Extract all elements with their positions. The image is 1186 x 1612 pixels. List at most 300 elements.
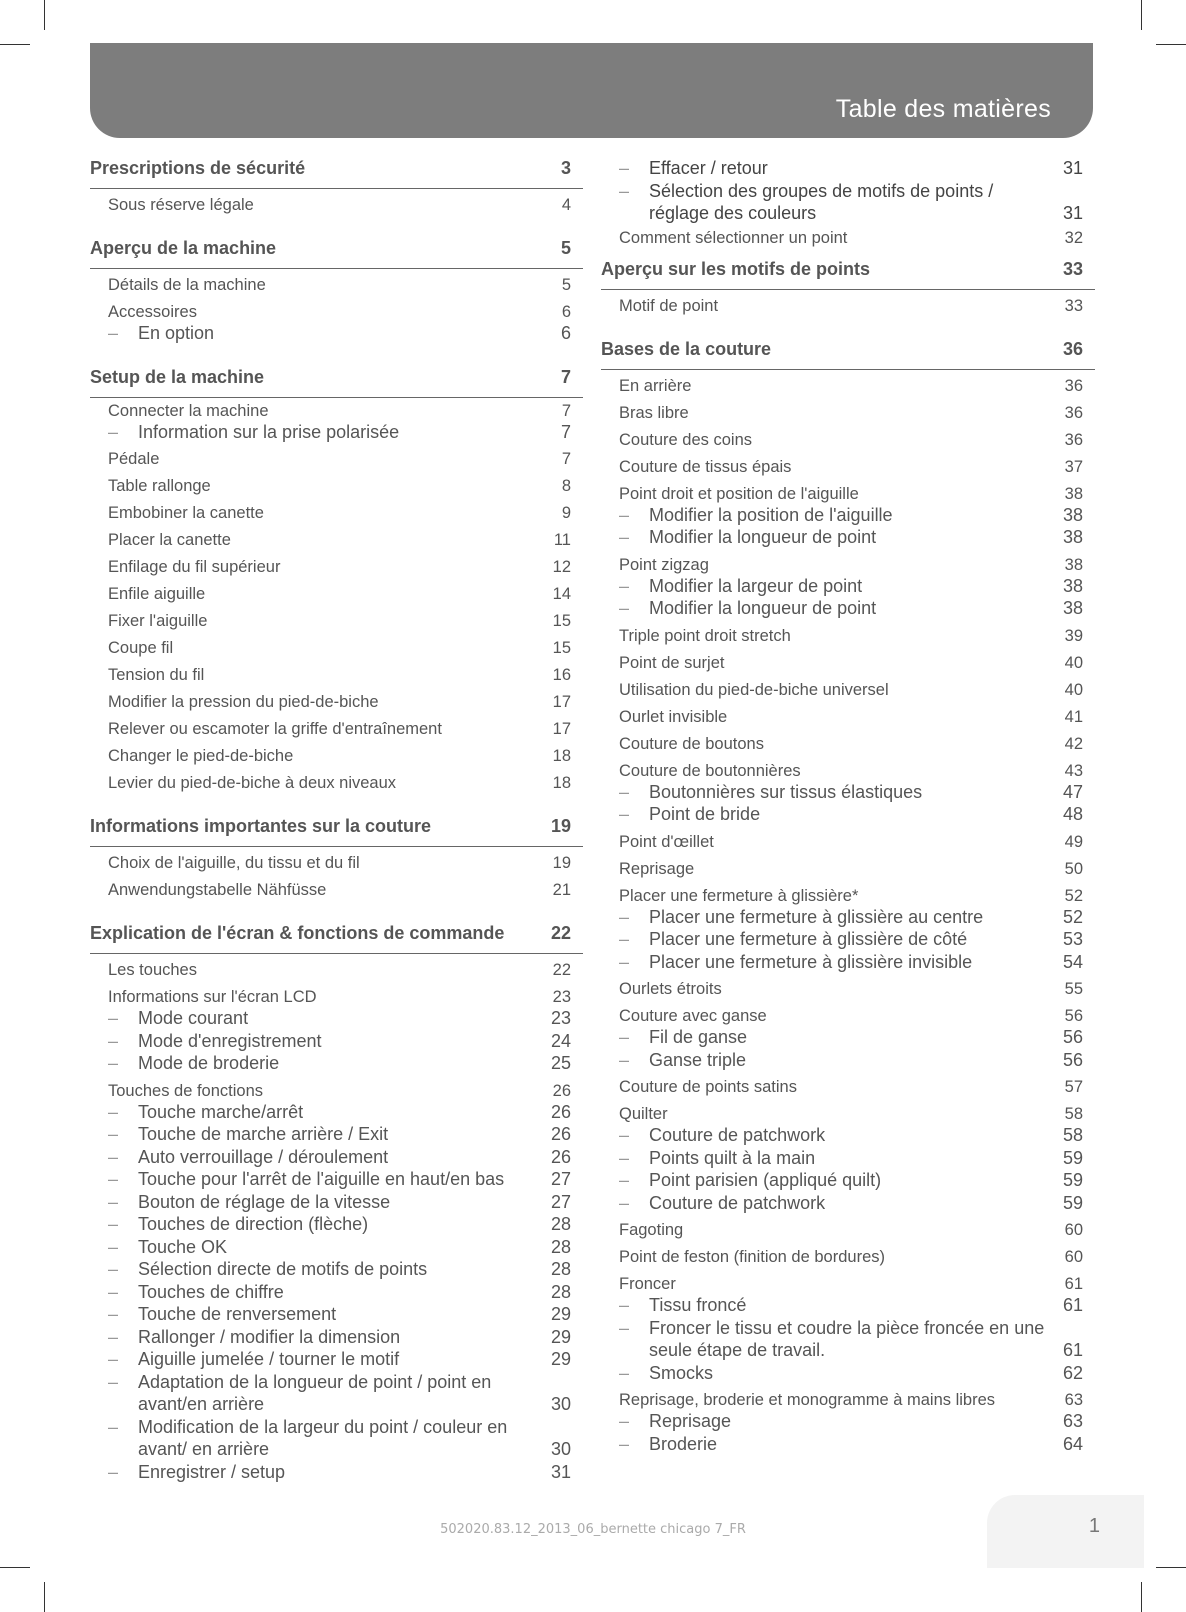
toc-entry[interactable] [90,716,583,743]
toc-entry-page: 18 [552,747,571,765]
toc-entry[interactable] [90,770,583,797]
toc-entry-label: Couture de points satins [619,1078,797,1096]
toc-entry-label: Fixer l'aiguille [108,612,208,630]
toc-entry-page: 12 [552,558,571,576]
toc-subentry-page: 29 [550,1326,571,1347]
toc-subentry[interactable] [619,1317,1083,1362]
toc-section-page: 3 [560,158,571,178]
toc-subentry-page: 47 [1062,781,1083,802]
dash-marker: – [108,1146,119,1167]
toc-entry[interactable] [619,1390,1083,1410]
toc-subentry[interactable] [619,1026,1083,1049]
toc-subentry[interactable] [619,180,1083,225]
toc-subentry-label: Aiguille jumelée / tourner le motif [138,1349,400,1369]
toc-entry-page: 60 [1064,1221,1083,1239]
toc-subentry-page: 38 [1062,527,1083,547]
toc-subentry-page: 53 [1062,929,1083,949]
dash-marker: – [619,1170,630,1190]
toc-entry[interactable] [601,373,1095,400]
toc-entry[interactable] [601,1217,1095,1244]
dash-marker: – [619,1362,630,1383]
toc-entry-label: Point droit et position de l'aiguille [619,484,859,503]
toc-entry-label: Couture de boutonnières [619,761,801,780]
toc-subentry-page: 31 [1062,203,1083,223]
toc-entry-page: 15 [552,639,571,657]
toc-entry[interactable] [601,293,1095,320]
dash-marker: – [619,1192,630,1213]
toc-entry-label: Informations sur l'écran LCD [108,988,317,1006]
toc-subentry[interactable] [619,157,1083,180]
toc-subentry-label: Point de bride [649,804,761,824]
toc-entry[interactable] [90,608,583,635]
toc-entry[interactable] [619,555,1083,575]
toc-subentry-page: 58 [1062,1125,1083,1145]
toc-subentry[interactable] [619,597,1083,620]
toc-subentry-label: Touches de direction (flèche) [138,1214,369,1234]
toc-entry[interactable] [90,581,583,608]
toc-entry-page: 63 [1064,1391,1083,1409]
dash-marker: – [108,1101,119,1122]
toc-entry-page: 23 [552,988,571,1006]
toc-subentry-label: Touches de chiffre [138,1281,284,1302]
toc-subentry[interactable] [108,1101,571,1124]
toc-section [90,815,583,904]
toc-entry[interactable] [90,850,583,877]
toc-entry-page: 22 [552,961,571,979]
toc-subentry-page: 59 [1062,1147,1083,1168]
toc-entry-group [90,398,583,447]
toc-section-page: 19 [550,816,571,836]
toc-subentry[interactable] [619,526,1083,549]
toc-entry[interactable] [601,400,1095,427]
toc-entry-group [601,758,1095,829]
toc-subentry[interactable] [108,1371,571,1416]
toc-entry-label: Coupe fil [108,639,174,657]
toc-entry[interactable] [90,446,583,473]
toc-subentry[interactable] [619,1169,1083,1192]
toc-section-heading[interactable] [601,258,1095,290]
toc-entry-page: 49 [1064,832,1083,851]
toc-subentry-page: 31 [550,1461,571,1482]
toc-entry-label: Enfile aiguille [108,585,206,603]
toc-subentry-page: 38 [1062,598,1083,618]
toc-section-heading[interactable] [90,157,583,189]
dash-marker: – [619,929,630,949]
toc-entry-page: 9 [561,504,571,522]
toc-entry[interactable] [619,1006,1083,1026]
toc-entry-page: 61 [1064,1275,1083,1293]
dash-marker: – [619,1317,630,1338]
dash-marker: – [108,323,119,343]
toc-entry-page: 5 [561,276,571,294]
toc-subentry[interactable] [619,928,1083,951]
toc-section-heading[interactable] [90,237,583,269]
toc-entry-page: 4 [561,196,571,214]
page-title: Table des matières [835,95,1051,123]
toc-subentry-label: Modification de la largeur du point / couleur en avant/ en arrière [138,1416,508,1459]
toc-entry[interactable] [108,1081,571,1101]
toc-entry-page: 14 [552,585,571,603]
dash-marker: – [619,1433,630,1454]
dash-marker: – [619,804,630,824]
dash-marker: – [108,1281,119,1302]
toc-section [90,366,583,798]
dash-marker: – [108,1349,119,1369]
toc-entry[interactable] [108,401,571,421]
toc-subentry[interactable] [619,951,1083,974]
toc-subentry[interactable] [619,1124,1083,1147]
toc-subentry[interactable] [108,1348,571,1371]
toc-entry-label: Couture avec ganse [619,1007,767,1025]
dash-marker: – [108,1124,119,1144]
toc-entry-label: Anwendungstabelle Nähfüsse [108,881,327,899]
toc-entry-page: 55 [1064,980,1083,998]
dash-marker: – [108,1169,119,1189]
dash-marker: – [108,1053,119,1073]
toc-entry-label: Couture de tissus épais [619,457,792,476]
toc-entry-label: Reprisage, broderie et monogramme à mains libres [619,1391,996,1409]
toc-entry[interactable] [90,635,583,662]
toc-subentry-label: Rallonger / modifier la dimension [138,1326,401,1347]
toc-right-column [601,157,1095,1476]
toc-subentry-page: 56 [1062,1027,1083,1047]
toc-entry-page: 40 [1064,653,1083,672]
toc-entry-page: 58 [1064,1105,1083,1123]
toc-entry-label: Relever ou escamoter la griffe d'entraînement [108,720,442,738]
toc-entry-page: 36 [1064,376,1083,395]
toc-section-title: Bases de la couture [601,338,772,359]
toc-entry-label: Comment sélectionner un point [619,228,848,247]
toc-subentry-page: 38 [1062,575,1083,596]
toc-entry[interactable] [601,856,1095,883]
toc-entry-page: 21 [552,881,571,899]
toc-entry[interactable] [108,302,571,322]
toc-entry[interactable] [90,877,583,904]
toc-section-title: Prescriptions de sécurité [90,158,306,178]
toc-entry-page: 36 [1064,430,1083,449]
toc-section-title: Informations importantes sur la couture [90,816,432,836]
toc-subentry-label: Effacer / retour [649,158,768,178]
toc-entry-page: 19 [552,854,571,872]
toc-subentry-page: 29 [550,1349,571,1369]
toc-subentry[interactable] [108,1326,571,1349]
toc-subentry[interactable] [619,1049,1083,1072]
toc-section-heading[interactable] [90,815,583,847]
toc-subentry-label: Adaptation de la longueur de point / point en avant/en arrière [138,1371,492,1414]
toc-entry-label: Utilisation du pied-de-biche universel [619,680,889,699]
crop-mark [1141,0,1142,30]
dash-marker: – [619,575,630,596]
toc-subentry[interactable] [619,1433,1083,1456]
toc-subentry-page: 61 [1062,1340,1083,1360]
dash-marker: – [108,1371,119,1392]
toc-entry[interactable] [108,987,571,1007]
toc-subentry[interactable] [108,1461,571,1484]
toc-subentry-label: Touche OK [138,1236,228,1257]
crop-mark [1156,44,1186,45]
toc-subentry-label: Auto verrouillage / déroulement [138,1146,389,1167]
toc-entry-page: 32 [1064,228,1083,247]
toc-entry[interactable] [90,527,583,554]
toc-entry[interactable] [90,957,583,984]
toc-entry[interactable] [601,1244,1095,1271]
toc-subentry-page: 56 [1062,1049,1083,1070]
toc-entry-page: 6 [561,303,571,321]
toc-subentry[interactable] [619,906,1083,929]
toc-entry[interactable] [601,454,1095,481]
toc-entry[interactable] [90,473,583,500]
toc-subentry[interactable] [619,1147,1083,1170]
dash-marker: – [108,1461,119,1482]
toc-subentry-label: Touche pour l'arrêt de l'aiguille en haut/en bas [138,1169,505,1189]
toc-section [90,237,583,348]
toc-subentry-page: 52 [1062,906,1083,927]
toc-entry[interactable] [601,976,1095,1003]
dash-marker: – [619,180,630,201]
toc-entry-page: 39 [1064,626,1083,645]
toc-subentry[interactable] [108,1213,571,1236]
toc-entry[interactable] [90,743,583,770]
toc-entry[interactable] [90,554,583,581]
toc-entry-group [601,1003,1095,1074]
toc-entry[interactable] [619,1104,1083,1124]
toc-subentry-label: Modifier la longueur de point [649,598,877,618]
dash-marker: – [619,1027,630,1047]
toc-subentry-page: 48 [1062,804,1083,824]
toc-subentry-label: Broderie [649,1433,718,1454]
toc-subentry-label: Enregistrer / setup [138,1461,286,1482]
toc-entry[interactable] [90,272,583,299]
toc-subentry-label: Touche de renversement [138,1304,337,1324]
crop-mark [0,1567,30,1568]
toc-entry[interactable] [90,192,583,219]
toc-subentry-label: Froncer le tissu et coudre la pièce froncée en une seule étape de travail. [649,1317,1045,1360]
dash-marker: – [108,1214,119,1234]
toc-subentry[interactable] [619,1410,1083,1433]
toc-entry-label: Froncer [619,1275,676,1293]
toc-subentry[interactable] [108,421,571,444]
toc-entry-label: Placer la canette [108,531,231,549]
toc-entry[interactable] [619,225,1083,252]
toc-entry-label: Bras libre [619,403,689,422]
toc-entry-label: Modifier la pression du pied-de-biche [108,693,379,711]
toc-entry[interactable] [601,427,1095,454]
toc-entry-group [601,883,1095,977]
dash-marker: – [619,1125,630,1145]
toc-subentry[interactable] [108,322,571,345]
dash-marker: – [108,421,119,442]
toc-entry-group [601,481,1095,552]
toc-entry[interactable] [601,650,1095,677]
toc-entry-page: 60 [1064,1248,1083,1266]
toc-entry-label: Point de surjet [619,653,725,672]
toc-subentry-label: Sélection des groupes de motifs de points / réglage des couleurs [649,180,994,223]
dash-marker: – [108,1008,119,1028]
toc-subentry-label: Placer une fermeture à glissière au centre [649,906,984,927]
toc-entry-page: 18 [552,774,571,792]
crop-mark [44,1582,45,1612]
toc-subentry[interactable] [108,1052,571,1075]
toc-entry[interactable] [601,677,1095,704]
toc-subentry[interactable] [108,1146,571,1169]
toc-section-page: 22 [550,923,571,943]
toc-subentry-label: Modifier la largeur de point [649,575,863,596]
toc-subentry-page: 29 [550,1304,571,1324]
toc-section-heading[interactable] [601,338,1095,370]
toc-subentry-label: Tissu froncé [649,1295,747,1315]
toc-entry-label: Motif de point [619,296,719,315]
toc-subentry[interactable] [619,1192,1083,1215]
toc-subentry-page: 7 [560,421,571,442]
toc-entry[interactable] [619,484,1083,504]
toc-section-page: 5 [560,238,571,258]
crop-mark [44,0,45,30]
toc-section-heading[interactable] [90,922,583,954]
dash-marker: – [619,504,630,525]
toc-entry-group [601,552,1095,623]
toc-subentry-page: 26 [550,1124,571,1144]
toc-subentry[interactable] [619,575,1083,598]
toc-section-title: Aperçu de la machine [90,238,277,258]
toc-subentry-page: 28 [550,1281,571,1302]
toc-entry[interactable] [90,500,583,527]
toc-subentry-page: 27 [550,1191,571,1212]
toc-entry-page: 36 [1064,403,1083,422]
toc-entry-label: Les touches [108,961,197,979]
dash-marker: – [108,1030,119,1051]
dash-marker: – [619,951,630,972]
toc-entry-page: 38 [1064,555,1083,574]
toc-entry-page: 7 [561,450,571,468]
toc-subentry-label: Point parisien (appliqué quilt) [649,1170,882,1190]
toc-subentry-label: Information sur la prise polarisée [138,421,400,442]
dash-marker: – [108,1304,119,1324]
toc-section [90,157,583,219]
toc-subentry[interactable] [108,1303,571,1326]
toc-subentry[interactable] [108,1258,571,1281]
toc-entry-page: 7 [561,401,571,420]
toc-subentry-label: En option [138,323,215,343]
crop-mark [1141,1582,1142,1612]
toc-entry-page: 57 [1064,1078,1083,1096]
toc-entry[interactable] [601,829,1095,856]
toc-subentry-page: 25 [550,1053,571,1073]
toc-subentry-label: Fil de ganse [649,1027,748,1047]
toc-subentry-page: 23 [550,1008,571,1028]
toc-subentry-label: Mode d'enregistrement [138,1030,322,1051]
toc-entry-group [601,1101,1095,1217]
toc-subentry[interactable] [108,1281,571,1304]
toc-entry-label: Levier du pied-de-biche à deux niveaux [108,774,397,792]
toc-section-page: 7 [560,366,571,387]
toc-entry-label: Point de feston (finition de bordures) [619,1248,885,1266]
toc-entry-label: Choix de l'aiguille, du tissu et du fil [108,854,360,872]
toc-subentry[interactable] [619,1362,1083,1385]
toc-subentry[interactable] [108,1123,571,1146]
toc-entry-group [90,984,583,1078]
toc-entry[interactable] [601,731,1095,758]
toc-subentry-label: Placer une fermeture à glissière invisible [649,951,973,972]
toc-entry-label: Quilter [619,1105,668,1123]
toc-subentry-label: Reprisage [649,1411,732,1431]
dash-marker: – [108,1416,119,1437]
toc-subentry[interactable] [108,1416,571,1461]
toc-subentry[interactable] [108,1191,571,1214]
toc-entry-page: 15 [552,612,571,630]
toc-entry[interactable] [619,886,1083,906]
toc-subentry-page: 6 [560,323,571,343]
toc-entry[interactable] [619,761,1083,781]
toc-section-title: Setup de la machine [90,366,265,387]
toc-subentry[interactable] [108,1168,571,1191]
toc-entry-label: Enfilage du fil supérieur [108,558,281,576]
dash-marker: – [108,1191,119,1212]
toc-entry-page: 38 [1064,484,1083,503]
toc-entry-page: 37 [1064,457,1083,476]
toc-entry-page: 41 [1064,707,1083,726]
toc-subentry-label: Modifier la longueur de point [649,527,877,547]
toc-subentry[interactable] [619,1294,1083,1317]
toc-subentry-label: Boutonnières sur tissus élastiques [649,781,923,802]
toc-subentry-page: 24 [550,1030,571,1051]
dash-marker: – [619,527,630,547]
toc-entry-label: Connecter la machine [108,401,269,420]
toc-section-heading[interactable] [90,366,583,398]
toc-entry[interactable] [619,1274,1083,1294]
header-band [90,43,1093,138]
toc-entry[interactable] [90,662,583,689]
toc-subentry[interactable] [619,781,1083,804]
toc-subentry-page: 63 [1062,1411,1083,1431]
toc-entry[interactable] [601,704,1095,731]
toc-section-page: 33 [1062,258,1083,279]
toc-entry-page: 26 [552,1081,571,1100]
toc-subentry-page: 62 [1062,1362,1083,1383]
toc-entry-page: 52 [1064,886,1083,905]
toc-subentry-page: 30 [550,1394,571,1414]
toc-subentry-label: Smocks [649,1362,714,1383]
dash-marker: – [108,1236,119,1257]
toc-subentry-label: Mode courant [138,1008,249,1028]
toc-subentry[interactable] [108,1030,571,1053]
toc-subentry-label: Placer une fermeture à glissière de côté [649,929,968,949]
toc-entry[interactable] [601,623,1095,650]
toc-subentry-page: 38 [1062,504,1083,525]
page-number: 1 [1088,1515,1100,1537]
toc-entry-label: Ourlets étroits [619,980,722,998]
toc-entry-page: 16 [552,666,571,684]
toc-continued-entries [601,157,1095,258]
toc-entry[interactable] [90,689,583,716]
toc-entry-label: Triple point droit stretch [619,626,791,645]
toc-subentry[interactable] [108,1007,571,1030]
toc-entry[interactable] [601,1074,1095,1101]
toc-subentry-label: Couture de patchwork [649,1192,826,1213]
toc-subentry-page: 28 [550,1214,571,1234]
toc-subentry[interactable] [619,803,1083,826]
toc-entry-page: 43 [1064,761,1083,780]
crop-mark [1156,1567,1186,1568]
toc-entry-group [90,1078,583,1487]
toc-subentry-label: Sélection directe de motifs de points [138,1259,428,1279]
toc-subentry[interactable] [619,504,1083,527]
toc-entry-label: Touches de fonctions [108,1081,264,1100]
document-code: 502020.83.12_2013_06_bernette chicago 7_FR [440,1522,746,1537]
toc-entry-label: Point d'œillet [619,832,714,851]
toc-subentry-page: 61 [1062,1295,1083,1315]
toc-subentry[interactable] [108,1236,571,1259]
toc-entry-group [601,1387,1095,1458]
